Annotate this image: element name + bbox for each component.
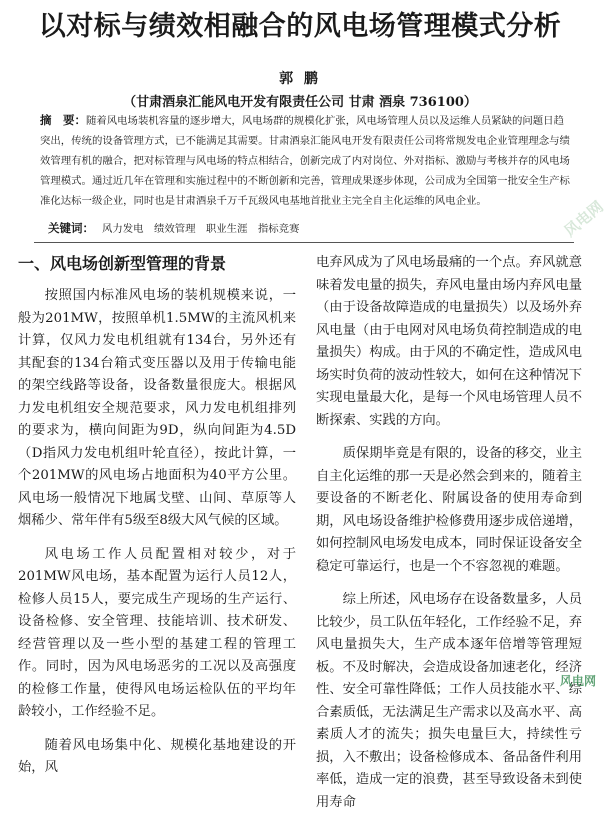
body-paragraph: 风电场工作人员配置相对较少，对于201MW风电场，基本配置为运行人员12人，检修人员15人，要完成生产现场的生产运行、设备检修、安全管理、技能培训、技术研发、经营管理以及一些小型的基建工程的管理工作。同时，因为风电场恶劣的工况以及高强度的检修工作量，使得风电场运检队伍的平均年龄较小，工作经验不足。 [18,546,296,719]
keywords [40,218,570,239]
keywords-label: 关键词： [48,221,94,235]
body-paragraph: 按照国内标准风电场的装机规模来说，一般为201MW，按照单机1.5MW的主流风机来计算，仅风力发电机组就有134台，另外还有其配套的134台箱式变压器以及用于传输电能的架空线路等设备，设备数量很庞大。根据风力发电机组安全规范要求，风力发电机组排列的要求为，横向间距为9D，纵向间距为4.5D（D指风力发电机组叶轮直径），按此计算，一个201MW的风电场占地面积为40平方公里。风电场一般情况下地属戈壁、山间、草原等人烟稀少、常年伴有5级至8级大风气候的区域。 [18,288,296,528]
left-column [18,252,296,791]
body-paragraph-continued: 电弃风成为了风电场最痛的一个点。弃风就意味着发电量的损失，弃风电量由场内弃风电量（由于设备故障造成的电量损失）以及场外弃风电量（由于电网对风电场负荷控制造成的电量损失）构成。由于风的不确定性，造成风电场实时负荷的波动性较大，如何在这种情况下实现电量最大化，是每一个风电场管理人员不断探索、实践的方向。 [316,255,582,428]
author-name: 郭 鹏 [279,71,321,87]
body-paragraph: 随着风电场集中化、规模化基地建设的开始，风 [18,737,296,775]
article-title: 以对标与绩效相融合的风电场管理模式分析 [38,11,562,42]
section-heading: 一、风电场创新型管理的背景 [18,254,227,273]
body-paragraph: 综上所述，风电场存在设备数量多，人员比较少，员工队伍年轻化，工作经验不足，弃风电量损失大，生产成本逐年倍增等管理短板。不及时解决，会造成设备加速老化，经济性、安全可靠性降低；工作人员技能水平、综合素质低，无法满足生产需求以及高水平、高素质人才的流失；损失电量巨大，持续性亏损，入不敷出；设备检修成本、备品备件利用率低，造成一定的浪费，甚至导致设备未到使用寿命 [316,592,582,810]
body-paragraph: 质保期毕竟是有限的，设备的移交，业主自主化运维的那一天是必然会到来的，随着主要设备的不断老化、附属设备的使用寿命到期，风电场设备维护检修费用逐步成倍递增，如何控制风电场发电成本，同时保证设备安全稳定可靠运行，也是一个不容忽视的难题。 [316,446,582,574]
abstract [40,110,570,211]
keywords-text: 风力发电 绩效管理 职业生涯 指标竞赛 [102,223,300,235]
abstract-text: 随着风电场装机容量的逐步增大，风电场群的规模化扩张，风电场管理人员以及运维人员紧缺的问题日趋突出，传统的设备管理方式，已不能满足其需要。甘肃酒泉汇能风电开发有限责任公司将常规发电企业管理理念与绩效管理有机的融合，把对标管理与风电场的特点相结合，创新完成了内对岗位、外对指标、激励与考核并存的风电场管理模式。通过近几年在管理和实施过程中的不断创新和完善，管理成果逐步体现，公司成为全国第一批安全生产标准化达标一级企业，同时也是甘肃酒泉千万千瓦级风电基地首批业主完全自主化运维的风电企业。 [40,115,570,207]
abstract-label: 摘 要： [40,113,86,127]
right-column [316,252,582,825]
watermark: 风电网 [560,197,607,241]
section-divider [34,242,574,243]
corner-logo: 风电网 [559,674,596,688]
author-affiliation: （甘肃酒泉汇能风电开发有限责任公司 甘肃 酒泉 736100） [123,95,477,110]
